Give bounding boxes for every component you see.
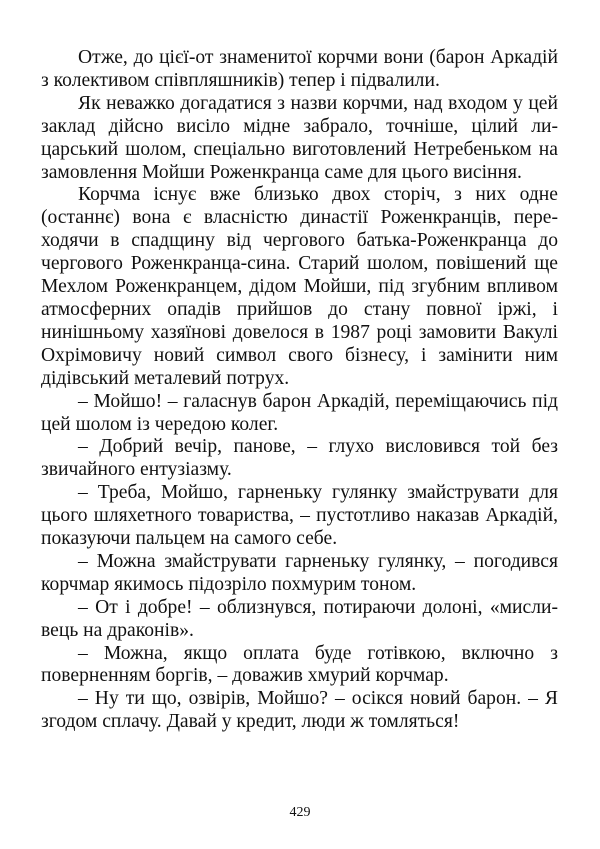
paragraph: – Треба, Мойшо, гарненьку гулянку змайструвати для цього шляхетного товариства, – пустотливо наказав Аркадій, показуючи пальцем на самого себе. [41,482,558,550]
page-body [41,47,558,734]
paragraph: Як неважко догадатися з назви корчми, над входом у цей заклад дійсно висіло мідне забрало, точніше, цілий лицарський шолом, спеціально виготовлений Нетребеньком на замовлення Мойши Роженкранца саме для цього висіння. [41,92,558,183]
paragraph: – Можна, якщо оплата буде готівкою, включно з поверненням боргів, – доважив хмурий корчмар. [41,642,558,687]
paragraph: – Ну ти що, озвірів, Мойшо? – осікся новий барон. – Я згодом сплачу. Давай у кредит, люди ж томляться! [41,688,558,733]
paragraph: – Добрий вечір, панове, – глухо висловився той без звичайного ентузіазму. [41,436,558,481]
paragraph: Корчма існує вже близько двох сторіч, з них одне (останнє) вона є власністю династії Роженкранців, переходячи в спадщину від чергового батька-Роженкранца до чергового Роженкранца-сина. Старий шолом, повішений ще Мехлом Роженкранцем, дідом Мойши, під згубним впливом атмосферних опадів прийшов до стану повної іржі, і нинішньому хазяїнові довелося в 1987 році замовити Вакулі Охрімовичу новий символ свого бізнесу, і замінити ним дідівський металевий потрух. [41,184,558,389]
paragraph: – Можна змайструвати гарненьку гулянку, – погодився корчмар якимось підозріло похмурим тоном. [41,550,558,595]
page-number: 429 [289,805,311,820]
paragraph: – От і добре! – облизнувся, потираючи долоні, «мисливець на драконів». [41,596,558,641]
paragraph: – Мойшо! – галаснув барон Аркадій, переміщаючись під цей шолом із чередою колег. [41,390,558,435]
paragraph: Отже, до цієї-от знаменитої корчми вони (барон Аркадій з колективом співпляшників) тепер і підвалили. [41,47,558,91]
